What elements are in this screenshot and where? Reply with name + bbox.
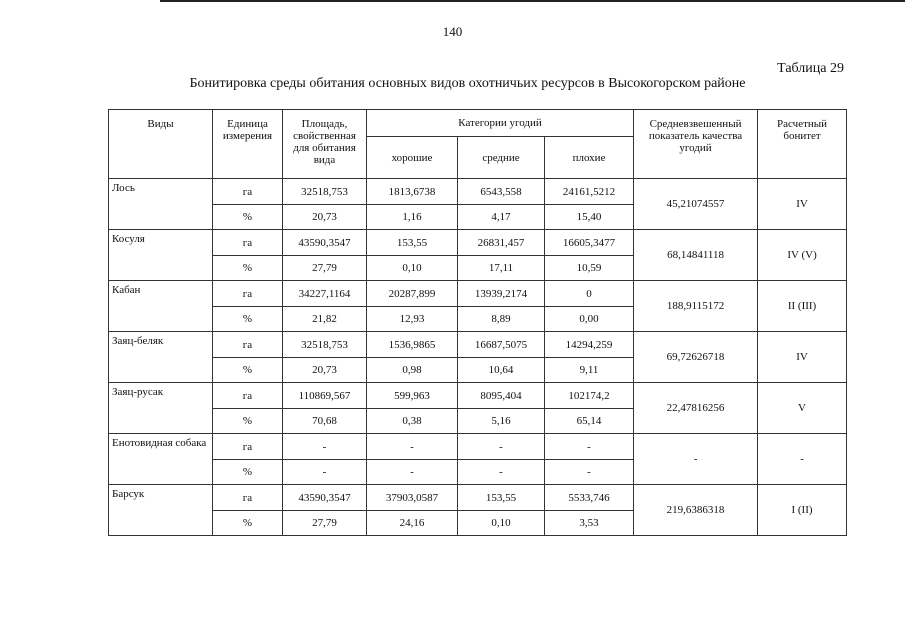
poor-cell: 5533,746 [545,485,634,511]
unit-cell: % [213,409,283,434]
area-cell: 27,79 [283,256,367,281]
table-row [109,179,847,205]
table-row [109,485,847,511]
unit-cell: га [213,434,283,460]
medium-cell: 8095,404 [458,383,545,409]
header-categories: Категории угодий [367,110,634,137]
unit-cell: % [213,511,283,536]
poor-cell: 0,00 [545,307,634,332]
unit-cell: % [213,307,283,332]
good-cell: - [367,434,458,460]
area-cell: 32518,753 [283,332,367,358]
bonitet-cell: IV (V) [758,230,847,281]
good-cell: 1813,6738 [367,179,458,205]
medium-cell: 6543,558 [458,179,545,205]
unit-cell: га [213,281,283,307]
poor-cell: 65,14 [545,409,634,434]
medium-cell: 13939,2174 [458,281,545,307]
table-row [109,434,847,460]
header-species: Виды [109,110,213,179]
page-number: 140 [442,24,463,39]
weighted-cell: 68,14841118 [634,230,758,281]
area-cell: 34227,1164 [283,281,367,307]
area-cell: - [283,434,367,460]
table-row [109,281,847,307]
table-row [109,230,847,256]
good-cell: 37903,0587 [367,485,458,511]
area-cell: 32518,753 [283,179,367,205]
weighted-cell: 69,72626718 [634,332,758,383]
header-weighted: Средневзвешенный показатель качества угодий [634,110,758,179]
good-cell: 153,55 [367,230,458,256]
poor-cell: 14294,259 [545,332,634,358]
medium-cell: 8,89 [458,307,545,332]
species-cell: Заяц-беляк [109,332,213,383]
poor-cell: 9,11 [545,358,634,383]
poor-cell: 16605,3477 [545,230,634,256]
medium-cell: - [458,434,545,460]
unit-cell: га [213,485,283,511]
species-cell: Енотовидная собака [109,434,213,485]
species-cell: Косуля [109,230,213,281]
unit-cell: га [213,332,283,358]
good-cell: 0,38 [367,409,458,434]
unit-cell: га [213,230,283,256]
bonitet-table [108,109,847,536]
weighted-cell: 45,21074557 [634,179,758,230]
medium-cell: 5,16 [458,409,545,434]
header-unit: Единица измерения [213,110,283,179]
good-cell: 1,16 [367,205,458,230]
medium-cell: - [458,460,545,485]
good-cell: 12,93 [367,307,458,332]
bonitet-cell: II (III) [758,281,847,332]
poor-cell: 3,53 [545,511,634,536]
good-cell: 0,10 [367,256,458,281]
doc-title: Бонитировка среды обитания основных видов охотничьих ресурсов в Высокогорском районе [189,76,746,91]
area-cell: - [283,460,367,485]
unit-cell: % [213,205,283,230]
poor-cell: 15,40 [545,205,634,230]
header-poor: плохие [545,137,634,179]
medium-cell: 10,64 [458,358,545,383]
header-bonitet: Расчетный бонитет [758,110,847,179]
unit-cell: га [213,179,283,205]
medium-cell: 26831,457 [458,230,545,256]
area-cell: 21,82 [283,307,367,332]
bonitet-cell: IV [758,179,847,230]
area-cell: 20,73 [283,358,367,383]
good-cell: - [367,460,458,485]
species-cell: Кабан [109,281,213,332]
good-cell: 1536,9865 [367,332,458,358]
table-row [109,332,847,358]
area-cell: 43590,3547 [283,485,367,511]
weighted-cell: 22,47816256 [634,383,758,434]
table-row [109,383,847,409]
medium-cell: 16687,5075 [458,332,545,358]
area-cell: 43590,3547 [283,230,367,256]
bonitet-cell: IV [758,332,847,383]
bonitet-cell: I (II) [758,485,847,536]
poor-cell: - [545,460,634,485]
medium-cell: 4,17 [458,205,545,230]
area-cell: 20,73 [283,205,367,230]
good-cell: 599,963 [367,383,458,409]
unit-cell: га [213,383,283,409]
header-medium: средние [458,137,545,179]
top-rule [160,0,905,2]
area-cell: 110869,567 [283,383,367,409]
area-cell: 70,68 [283,409,367,434]
good-cell: 20287,899 [367,281,458,307]
poor-cell: 102174,2 [545,383,634,409]
good-cell: 0,98 [367,358,458,383]
unit-cell: % [213,256,283,281]
poor-cell: - [545,434,634,460]
species-cell: Заяц-русак [109,383,213,434]
medium-cell: 0,10 [458,511,545,536]
medium-cell: 153,55 [458,485,545,511]
poor-cell: 10,59 [545,256,634,281]
area-cell: 27,79 [283,511,367,536]
weighted-cell: 219,6386318 [634,485,758,536]
weighted-cell: 188,9115172 [634,281,758,332]
good-cell: 24,16 [367,511,458,536]
weighted-cell: - [634,434,758,485]
poor-cell: 0 [545,281,634,307]
unit-cell: % [213,358,283,383]
poor-cell: 24161,5212 [545,179,634,205]
bonitet-cell: - [758,434,847,485]
bonitet-cell: V [758,383,847,434]
species-cell: Лось [109,179,213,230]
medium-cell: 17,11 [458,256,545,281]
unit-cell: % [213,460,283,485]
species-cell: Барсук [109,485,213,536]
header-good: хорошие [367,137,458,179]
table-label: Таблица 29 [777,61,844,76]
header-area: Площадь, свойственная для обитания вида [283,110,367,179]
